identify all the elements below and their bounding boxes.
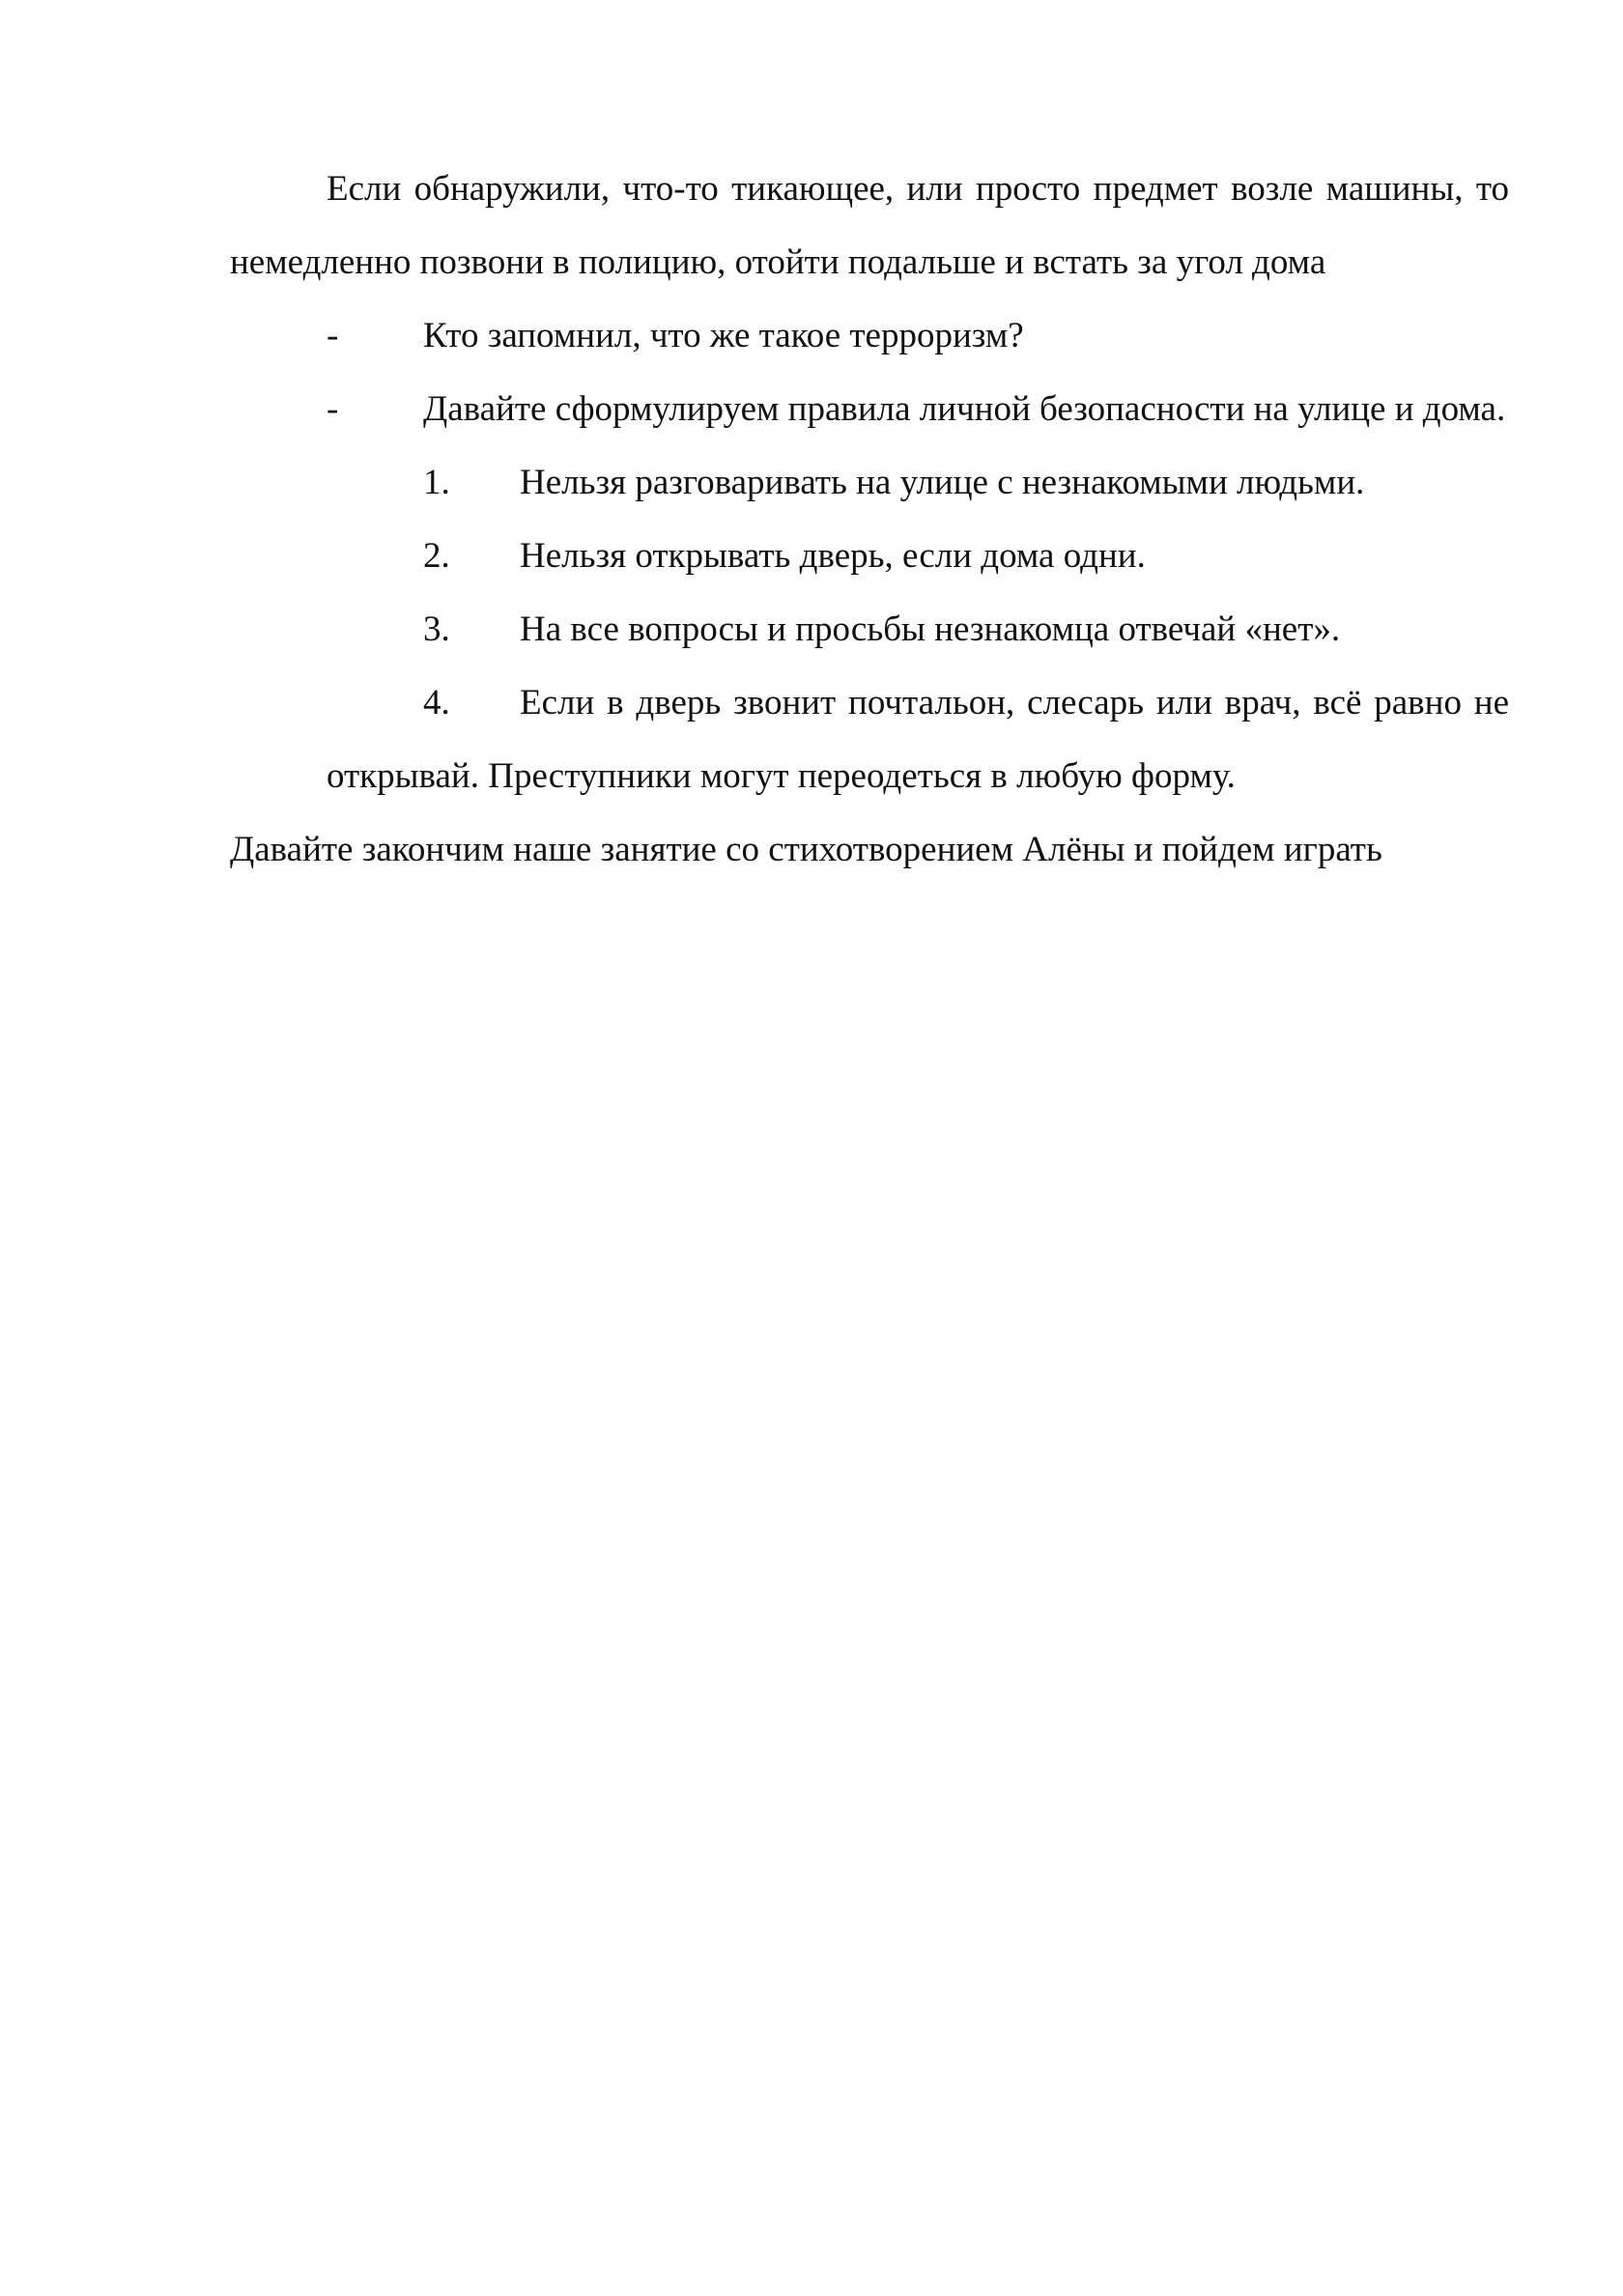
dash-item-question [230, 299, 1509, 373]
rule-number: 1. [423, 463, 450, 502]
dash-marker: - [327, 389, 339, 429]
rule-item [230, 593, 1509, 666]
paragraph-intro: Если обнаружили, что-то тикающее, или просто предмет возле машины, то немедленно позвони в полицию, отойти подальше и встать за угол дома [230, 169, 1509, 282]
rule-text: На все вопросы и просьбы незнакомца отвечай «нет». [520, 609, 1341, 649]
rule-text: Нельзя разговаривать на улице с незнакомыми людьми. [520, 463, 1365, 502]
dash-marker: - [327, 316, 339, 355]
dash-item-text: Давайте сформулируем правила личной безопасности на улице и дома. [423, 389, 1506, 429]
rule-number: 3. [423, 609, 450, 649]
rule-item [230, 520, 1509, 593]
rule-number: 2. [423, 536, 450, 576]
paragraph-closing: Давайте закончим наше занятие со стихотворением Алёны и пойдем играть [230, 830, 1382, 869]
dash-item-rules-intro [230, 373, 1509, 446]
dash-item-text: Кто запомнил, что же такое терроризм? [423, 316, 1024, 355]
rule-text: Если в дверь звонит почтальон, слесарь или врач, всё равно не открывай. Преступники могут переодеться в любую форму. [327, 683, 1509, 796]
rule-item [230, 446, 1509, 520]
document-body [230, 153, 1509, 887]
rule-item [230, 666, 1509, 813]
rule-text: Нельзя открывать дверь, если дома одни. [520, 536, 1146, 576]
rule-number: 4. [423, 683, 450, 723]
